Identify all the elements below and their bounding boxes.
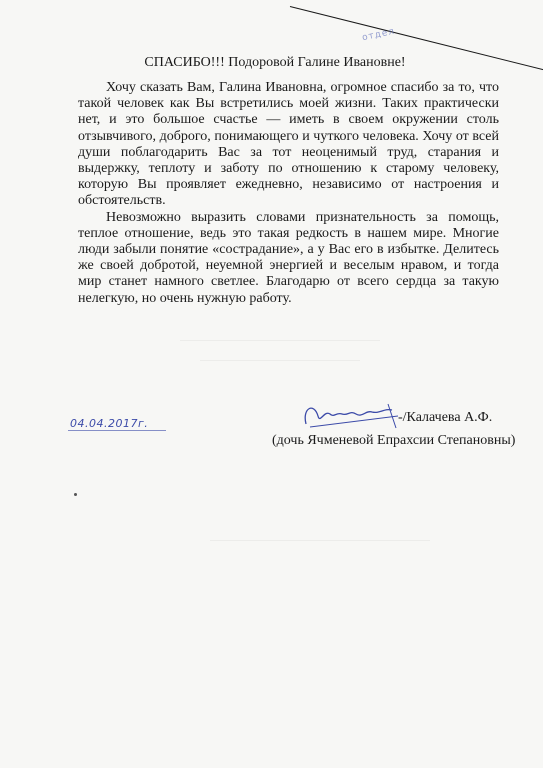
- handwritten-date: 04.04.2017г.: [70, 417, 149, 430]
- signer-relation: (дочь Ячменевой Епрахсии Степановны): [272, 433, 516, 448]
- faint-bleed-line: [200, 360, 360, 361]
- paragraph-2: Невозможно выразить словами признательность за помощь, теплое отношение, ведь это такая редкость в нашем мире. Многие люди забыли понятие «сострадание», а у Вас его в избытке. Делитесь же своей добротой, неуемной энергией и веселым нравом, и тогда мир станет намного светлее. Благодарю от всего сердца за такую нелегкую, но очень нужную работу.: [78, 209, 499, 306]
- paper-speck: [74, 493, 77, 496]
- date-underline: [68, 430, 166, 431]
- faint-bleed-line: [180, 340, 380, 341]
- letter-body: [78, 80, 499, 307]
- paragraph-1: Хочу сказать Вам, Галина Ивановна, огромное спасибо за то, что такой человек как Вы встретились моей жизни. Таких практически нет, и это большое счастье — иметь в своем окружении столь отзывчивого, доброго, понимающего и чуткого человека. Хочу от всей души поблагодарить Вас за тот неоценимый труд, старания и выдержку, теплоту и заботу по отношению к старому человеку, которую Вы проявляет ежедневно, независимо от настроения и обстоятельств.: [78, 80, 499, 209]
- stamp-text: отдел: [361, 26, 396, 44]
- faint-bleed-line: [210, 540, 430, 541]
- stamp-area: [270, 0, 543, 90]
- letter-title: СПАСИБО!!! Подоровой Галине Ивановне!: [144, 55, 406, 70]
- handwritten-signature: [300, 398, 405, 432]
- signer-name: -/Калачева А.Ф.: [398, 410, 493, 425]
